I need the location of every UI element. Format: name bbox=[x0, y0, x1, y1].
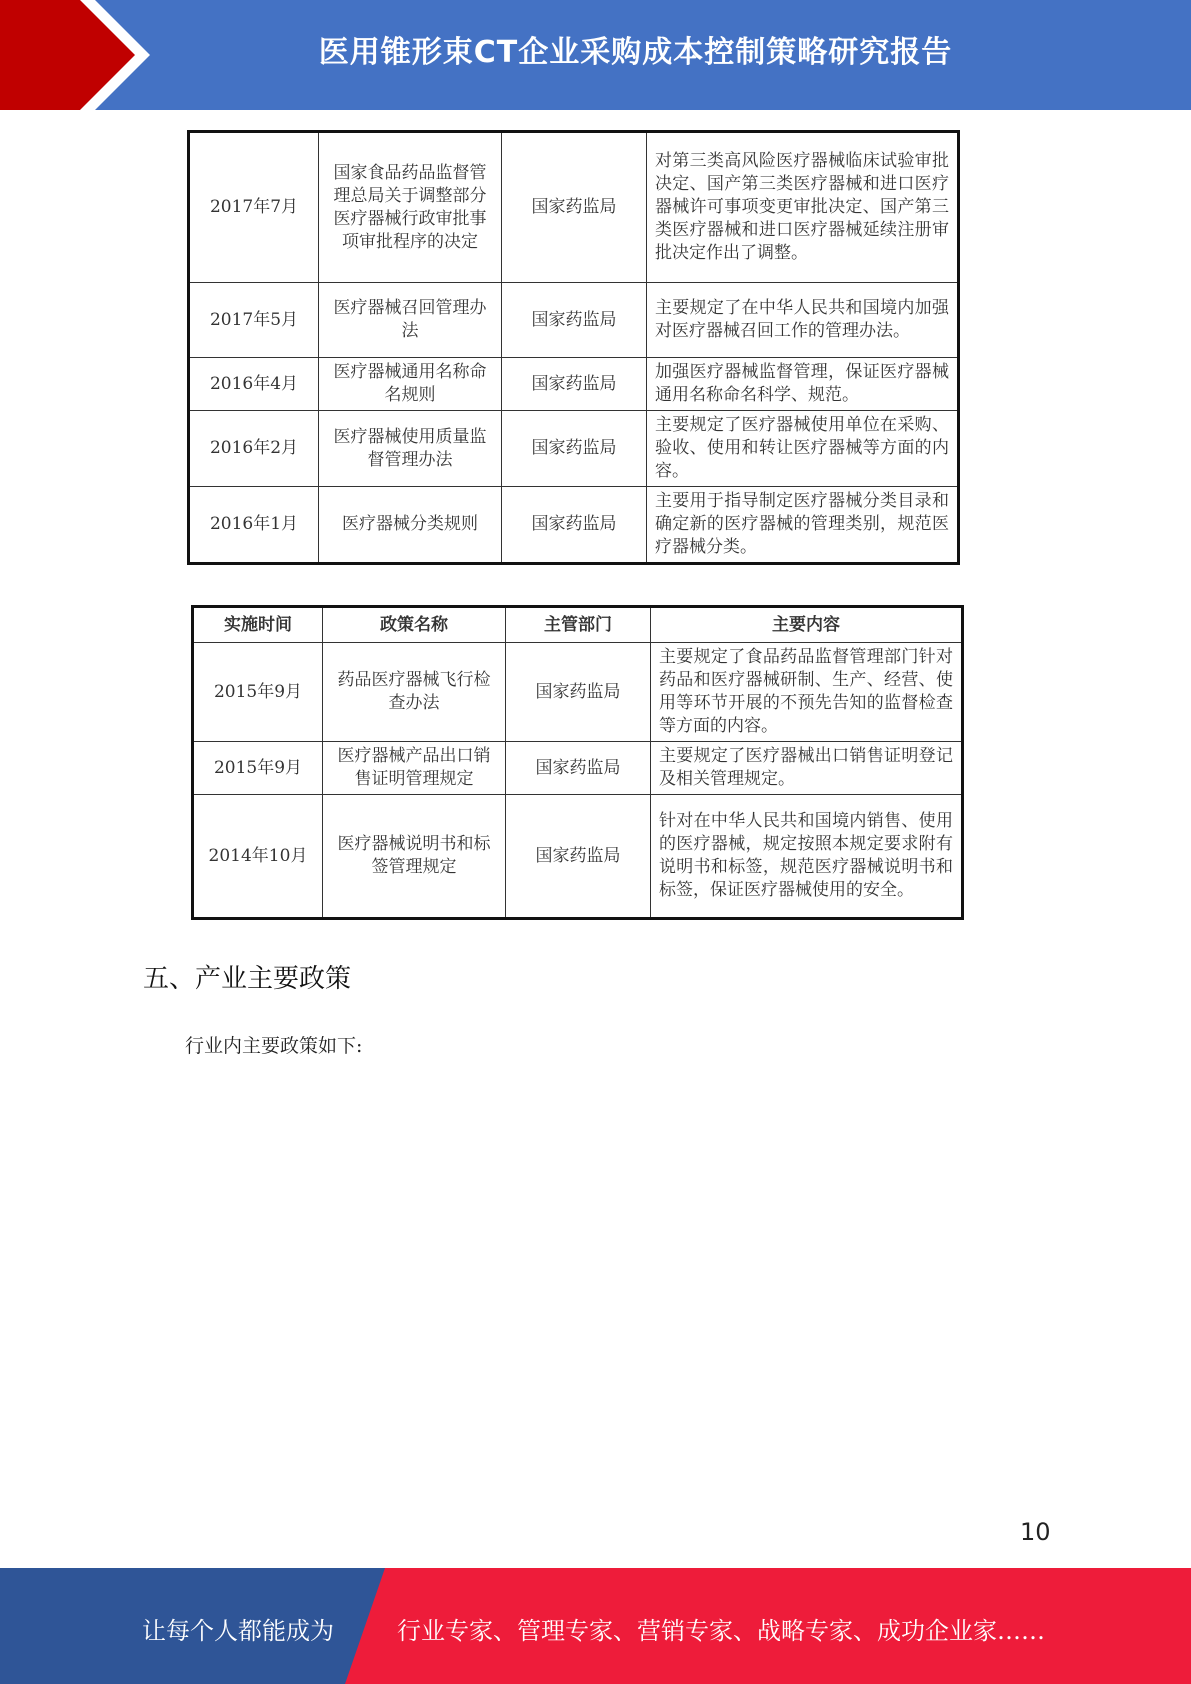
table-row bbox=[189, 411, 959, 487]
table-row bbox=[193, 742, 963, 795]
page-footer bbox=[0, 1568, 1191, 1684]
cell-content: 主要规定了食品药品监督管理部门针对药品和医疗器械研制、生产、经营、使用等环节开展的不预先告知的监督检查等方面的内容。 bbox=[651, 643, 963, 742]
page-number: 10 bbox=[1020, 1518, 1051, 1546]
cell-content: 加强医疗器械监督管理，保证医疗器械通用名称命名科学、规范。 bbox=[647, 358, 959, 411]
cell-time: 2015年9月 bbox=[193, 742, 323, 795]
cell-policy-name: 医疗器械说明书和标签管理规定 bbox=[323, 795, 506, 919]
table-row bbox=[193, 643, 963, 742]
cell-department: 国家药监局 bbox=[506, 742, 651, 795]
cell-content: 对第三类高风险医疗器械临床试验审批决定、国产第三类医疗器械和进口医疗器械许可事项变更审批决定、国产第三类医疗器械和进口医疗器械延续注册审批决定作出了调整。 bbox=[647, 132, 959, 283]
footer-slogan-right: 行业专家、管理专家、营销专家、战略专家、成功企业家…… bbox=[397, 1617, 1045, 1645]
cell-policy-name: 医疗器械产品出口销售证明管理规定 bbox=[323, 742, 506, 795]
cell-policy-name: 医疗器械分类规则 bbox=[319, 487, 502, 564]
page-header bbox=[0, 0, 1191, 110]
cell-policy-name: 医疗器械使用质量监督管理办法 bbox=[319, 411, 502, 487]
cell-content: 主要规定了医疗器械出口销售证明登记及相关管理规定。 bbox=[651, 742, 963, 795]
cell-department: 国家药监局 bbox=[502, 283, 647, 358]
cell-department: 国家药监局 bbox=[502, 358, 647, 411]
cell-time: 2016年2月 bbox=[189, 411, 319, 487]
cell-department: 国家药监局 bbox=[502, 411, 647, 487]
cell-department: 国家药监局 bbox=[502, 487, 647, 564]
policy-table bbox=[191, 605, 964, 920]
table-header-row bbox=[193, 607, 963, 643]
cell-time: 2015年9月 bbox=[193, 643, 323, 742]
cell-time: 2016年1月 bbox=[189, 487, 319, 564]
cell-department: 国家药监局 bbox=[502, 132, 647, 283]
table-row bbox=[193, 795, 963, 919]
cell-content: 针对在中华人民共和国境内销售、使用的医疗器械，规定按照本规定要求附有说明书和标签，规范医疗器械说明书和标签，保证医疗器械使用的安全。 bbox=[651, 795, 963, 919]
table-row bbox=[189, 283, 959, 358]
cell-content: 主要规定了在中华人民共和国境内加强对医疗器械召回工作的管理办法。 bbox=[647, 283, 959, 358]
header-content: 主要内容 bbox=[651, 607, 963, 643]
section-heading: 五、产业主要政策 bbox=[143, 964, 352, 994]
cell-time: 2017年5月 bbox=[189, 283, 319, 358]
cell-department: 国家药监局 bbox=[506, 795, 651, 919]
header-time: 实施时间 bbox=[193, 607, 323, 643]
table-row bbox=[189, 132, 959, 283]
report-title: 医用锥形束CT企业采购成本控制策略研究报告 bbox=[318, 35, 953, 70]
cell-policy-name: 药品医疗器械飞行检查办法 bbox=[323, 643, 506, 742]
cell-content: 主要用于指导制定医疗器械分类目录和确定新的医疗器械的管理类别，规范医疗器械分类。 bbox=[647, 487, 959, 564]
cell-policy-name: 国家食品药品监督管理总局关于调整部分医疗器械行政审批事项审批程序的决定 bbox=[319, 132, 502, 283]
cell-time: 2017年7月 bbox=[189, 132, 319, 283]
footer-slogan-left: 让每个人都能成为 bbox=[142, 1617, 334, 1645]
table-row bbox=[189, 487, 959, 564]
header-policy-name: 政策名称 bbox=[323, 607, 506, 643]
cell-policy-name: 医疗器械召回管理办法 bbox=[319, 283, 502, 358]
cell-policy-name: 医疗器械通用名称命名规则 bbox=[319, 358, 502, 411]
policy-table-continued bbox=[187, 130, 960, 565]
cell-department: 国家药监局 bbox=[506, 643, 651, 742]
section-paragraph: 行业内主要政策如下: bbox=[185, 1035, 363, 1057]
header-department: 主管部门 bbox=[506, 607, 651, 643]
table-row bbox=[189, 358, 959, 411]
cell-content: 主要规定了医疗器械使用单位在采购、验收、使用和转让医疗器械等方面的内容。 bbox=[647, 411, 959, 487]
cell-time: 2016年4月 bbox=[189, 358, 319, 411]
cell-time: 2014年10月 bbox=[193, 795, 323, 919]
